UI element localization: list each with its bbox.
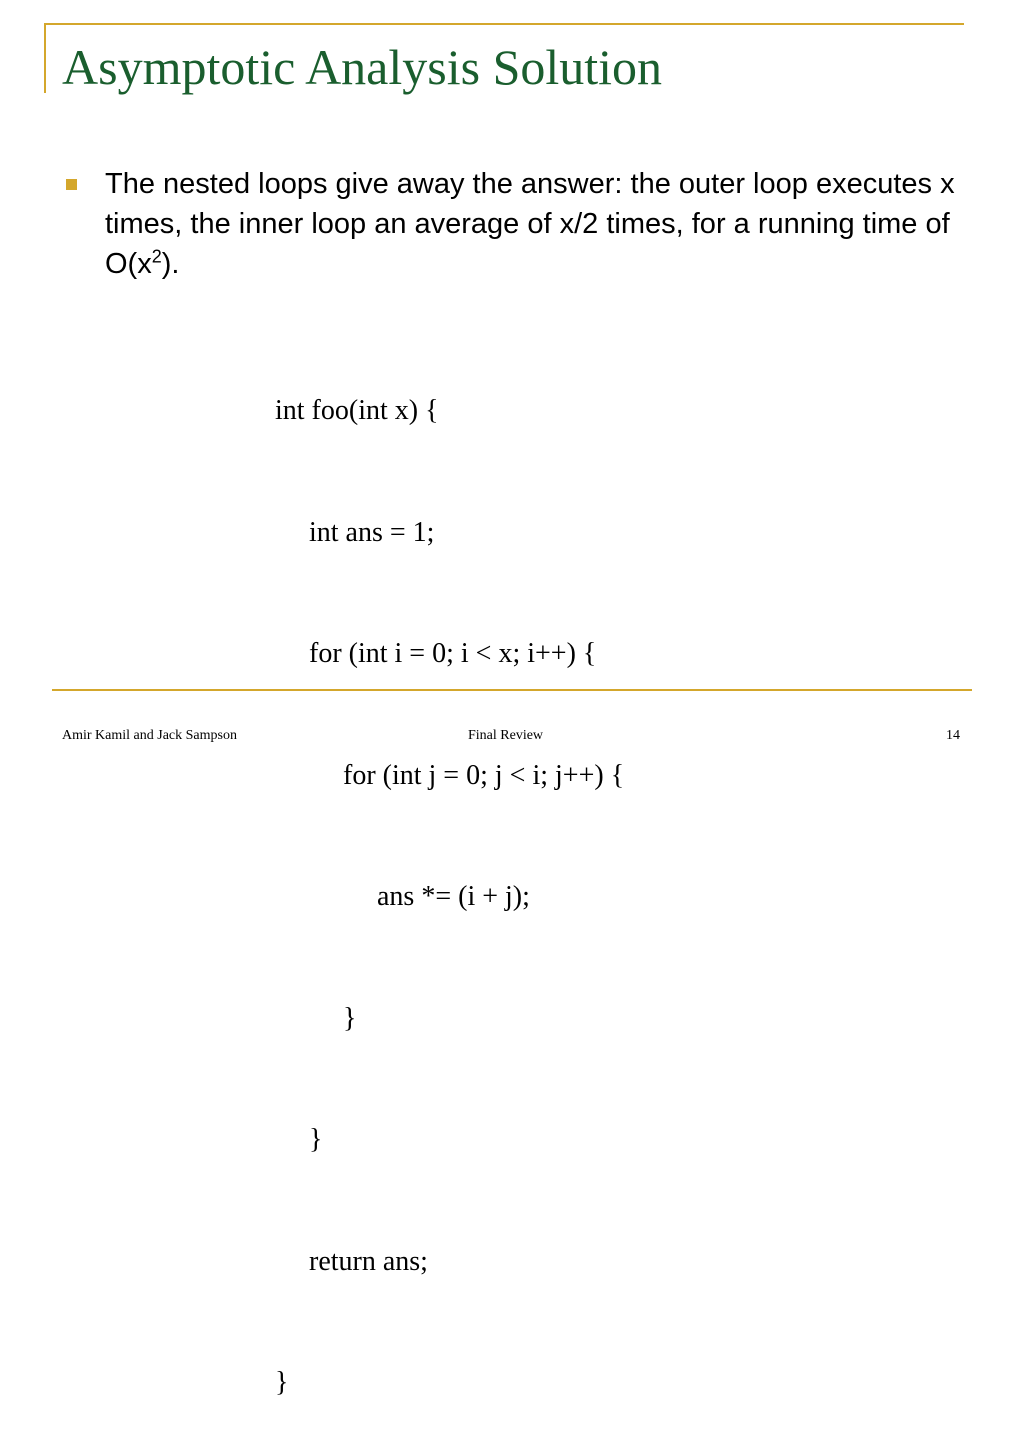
page-number: 14 [946, 728, 960, 743]
code-line: int ans = 1; [309, 516, 435, 548]
slide-title: Asymptotic Analysis Solution [62, 39, 663, 95]
bullet-text [105, 164, 970, 284]
code-line: } [309, 1124, 323, 1155]
code-line: } [275, 1367, 289, 1398]
footer-authors: Amir Kamil and Jack Sampson [62, 728, 237, 743]
footer-title: Final Review [468, 728, 544, 743]
code-line: int foo(int x) { [275, 395, 439, 426]
footer-divider [52, 689, 972, 691]
exponent-superscript: 2 [151, 246, 162, 267]
code-line: } [343, 1002, 357, 1034]
code-line: for (int i = 0; i < x; i++) { [309, 638, 597, 669]
bullet-text-end: ). [161, 248, 180, 280]
code-block [275, 310, 624, 1444]
code-line: return ans; [309, 1245, 428, 1277]
top-border-line [44, 23, 964, 25]
square-bullet-icon [66, 179, 77, 190]
bullet-text-main: The nested loops give away the answer: the outer loop executes x times, the inner loop an average of x/2 times, for a running time of O(x [105, 168, 955, 280]
left-border-line [44, 23, 46, 93]
code-line: for (int j = 0; j < i; j++) { [343, 759, 625, 791]
bullet-item [60, 164, 970, 284]
code-line: ans *= (i + j); [377, 881, 530, 912]
